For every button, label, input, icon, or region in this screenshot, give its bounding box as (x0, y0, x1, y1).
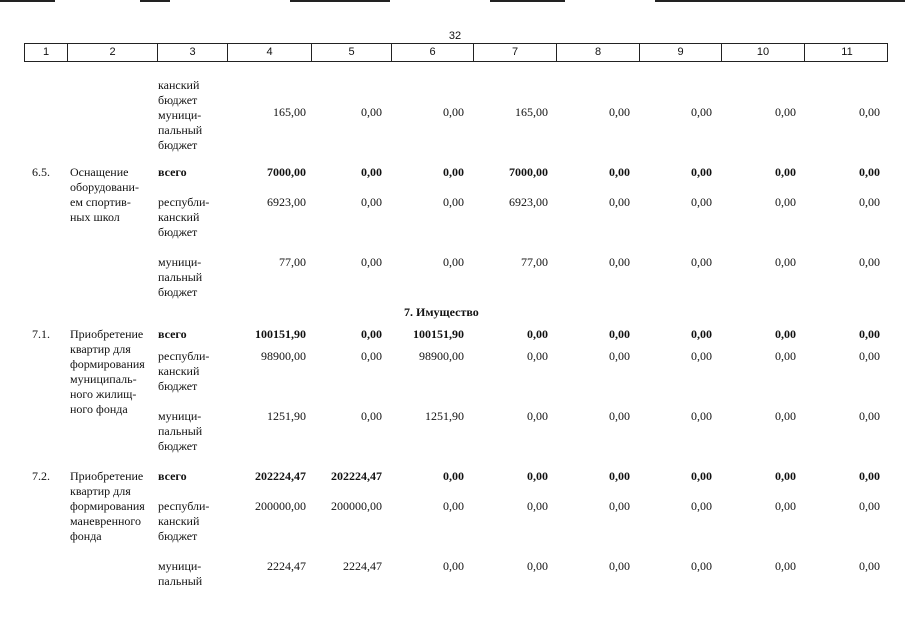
item-name: Оснащение оборудовани- ем спортив- ных школ (70, 165, 139, 224)
funding-source: канский бюджет муници- пальный бюджет (158, 78, 203, 152)
value-cell: 0,00 (775, 327, 796, 341)
value-cell: 0,00 (609, 195, 630, 209)
column-header-7: 7 (473, 44, 556, 61)
column-header-8: 8 (556, 44, 639, 61)
value-cell: 0,00 (691, 559, 712, 573)
value-cell: 0,00 (527, 409, 548, 423)
item-name: Приобретение квартир для формирования маневренного фонда (70, 469, 145, 543)
value-cell: 0,00 (361, 105, 382, 119)
value-cell: 0,00 (859, 499, 880, 513)
value-cell: 0,00 (527, 499, 548, 513)
value-cell: 0,00 (443, 499, 464, 513)
value-cell: 0,00 (691, 105, 712, 119)
funding-source: муници- пальный бюджет (158, 255, 203, 299)
value-cell: 0,00 (691, 409, 712, 423)
value-cell: 0,00 (859, 559, 880, 573)
value-cell: 0,00 (609, 469, 630, 483)
item-name: Приобретение квартир для формирования муниципаль- ного жилищ- ного фонда (70, 327, 145, 416)
value-cell: 0,00 (691, 165, 712, 179)
value-cell: 0,00 (361, 349, 382, 363)
value-cell: 100151,90 (255, 327, 306, 341)
funding-source: муници- пальный бюджет (158, 409, 203, 453)
value-cell: 0,00 (609, 559, 630, 573)
value-cell: 0,00 (443, 195, 464, 209)
value-cell: 0,00 (859, 327, 880, 341)
funding-source: республи- канский бюджет (158, 349, 210, 393)
value-cell: 0,00 (775, 165, 796, 179)
value-cell: 0,00 (361, 255, 382, 269)
value-cell: 100151,90 (413, 327, 464, 341)
row-number: 7.2. (32, 469, 50, 483)
value-cell: 1251,90 (267, 409, 306, 423)
funding-source: всего (158, 469, 187, 483)
value-cell: 0,00 (609, 327, 630, 341)
column-header-1: 1 (42, 46, 50, 58)
value-cell: 0,00 (361, 327, 382, 341)
column-header-3: 3 (157, 44, 227, 61)
value-cell: 0,00 (859, 165, 880, 179)
value-cell: 77,00 (521, 255, 548, 269)
value-cell: 98900,00 (419, 349, 464, 363)
row-number: 6.5. (32, 165, 50, 179)
value-cell: 0,00 (775, 255, 796, 269)
funding-source: муници- пальный (158, 559, 203, 588)
scan-edge-mark (490, 0, 565, 2)
page-number: 32 (448, 30, 462, 42)
value-cell: 200000,00 (331, 499, 382, 513)
value-cell: 1251,90 (425, 409, 464, 423)
value-cell: 0,00 (443, 255, 464, 269)
value-cell: 0,00 (443, 105, 464, 119)
value-cell: 6923,00 (509, 195, 548, 209)
scan-edge-mark (140, 0, 170, 2)
value-cell: 0,00 (859, 469, 880, 483)
value-cell: 0,00 (609, 349, 630, 363)
value-cell: 202224,47 (331, 469, 382, 483)
section-title: 7. Имущество (404, 305, 479, 319)
value-cell: 0,00 (775, 559, 796, 573)
value-cell: 0,00 (361, 409, 382, 423)
value-cell: 0,00 (443, 559, 464, 573)
value-cell: 0,00 (609, 105, 630, 119)
value-cell: 0,00 (691, 327, 712, 341)
value-cell: 0,00 (691, 349, 712, 363)
value-cell: 0,00 (859, 409, 880, 423)
column-header-10: 10 (721, 44, 804, 61)
value-cell: 2224,47 (267, 559, 306, 573)
value-cell: 2224,47 (343, 559, 382, 573)
column-header-6: 6 (391, 44, 473, 61)
value-cell: 0,00 (527, 469, 548, 483)
value-cell: 202224,47 (255, 469, 306, 483)
value-cell: 0,00 (775, 469, 796, 483)
value-cell: 0,00 (527, 349, 548, 363)
value-cell: 0,00 (775, 409, 796, 423)
value-cell: 0,00 (527, 327, 548, 341)
scan-edge-mark (655, 0, 905, 2)
value-cell: 0,00 (691, 195, 712, 209)
value-cell: 165,00 (515, 105, 548, 119)
scan-edge-mark (0, 0, 55, 2)
value-cell: 200000,00 (255, 499, 306, 513)
value-cell: 0,00 (859, 105, 880, 119)
funding-source: республи- канский бюджет (158, 499, 210, 543)
value-cell: 0,00 (361, 195, 382, 209)
value-cell: 0,00 (609, 255, 630, 269)
value-cell: 0,00 (691, 469, 712, 483)
column-header-2: 2 (67, 44, 157, 61)
value-cell: 0,00 (609, 409, 630, 423)
value-cell: 7000,00 (509, 165, 548, 179)
table-header (24, 43, 888, 62)
value-cell: 0,00 (691, 255, 712, 269)
value-cell: 0,00 (775, 349, 796, 363)
column-header-11: 11 (804, 44, 889, 61)
value-cell: 77,00 (279, 255, 306, 269)
value-cell: 0,00 (527, 559, 548, 573)
value-cell: 0,00 (691, 499, 712, 513)
value-cell: 6923,00 (267, 195, 306, 209)
funding-source: республи- канский бюджет (158, 195, 210, 239)
value-cell: 0,00 (859, 195, 880, 209)
funding-source: всего (158, 165, 187, 179)
value-cell: 0,00 (443, 469, 464, 483)
value-cell: 0,00 (775, 105, 796, 119)
column-header-9: 9 (639, 44, 721, 61)
value-cell: 0,00 (609, 165, 630, 179)
value-cell: 98900,00 (261, 349, 306, 363)
value-cell: 0,00 (775, 499, 796, 513)
funding-source: всего (158, 327, 187, 341)
row-number: 7.1. (32, 327, 50, 341)
value-cell: 0,00 (859, 349, 880, 363)
value-cell: 0,00 (361, 165, 382, 179)
scan-edge-mark (290, 0, 390, 2)
column-header-5: 5 (311, 44, 391, 61)
value-cell: 165,00 (273, 105, 306, 119)
value-cell: 0,00 (609, 499, 630, 513)
column-header-4: 4 (227, 44, 311, 61)
value-cell: 0,00 (775, 195, 796, 209)
value-cell: 7000,00 (267, 165, 306, 179)
value-cell: 0,00 (443, 165, 464, 179)
value-cell: 0,00 (859, 255, 880, 269)
